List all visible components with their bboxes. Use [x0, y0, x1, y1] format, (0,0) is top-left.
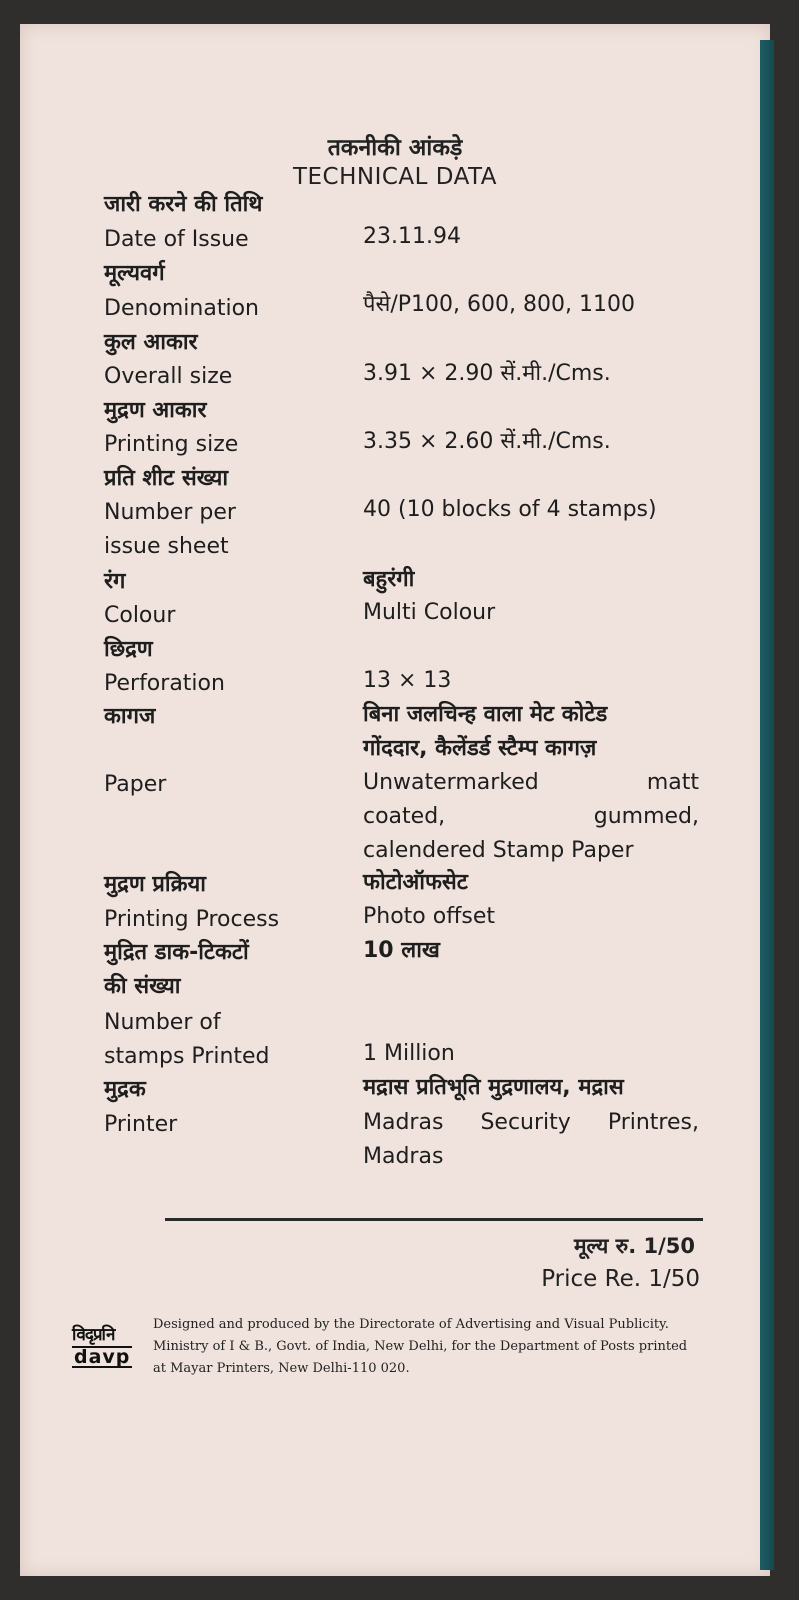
credits-line1: Designed and produced by the Directorate of Advertising and Visual Publicity.	[153, 1317, 669, 1332]
value-colour-hindi: बहुरंगी	[363, 567, 415, 592]
value-paper-hindi-line1: बिना जलचिन्ह वाला मेट कोटेड	[363, 702, 608, 727]
price-english: Price Re. 1/50	[541, 1266, 700, 1292]
value-printer-hindi: मद्रास प्रतिभूति मुद्रणालय, मद्रास	[363, 1075, 624, 1100]
value-colour: Multi Colour	[363, 600, 496, 625]
value-printer-word2: Security	[480, 1110, 571, 1135]
davp-logo	[72, 1322, 144, 1370]
value-stamps-printed-hindi: 10 लाख	[363, 938, 440, 963]
value-printing-size: 3.35 × 2.60 सें.मी./Cms.	[363, 429, 611, 454]
edge-strip	[760, 40, 774, 1570]
label-stamps-printed-hindi-line1: मुद्रित डाक-टिकटों	[104, 940, 249, 965]
value-denomination: पैसे/P100, 600, 800, 1100	[363, 292, 635, 317]
davp-logo-hindi: विदृप्रनि	[72, 1325, 115, 1345]
value-stamps-printed: 1 Million	[363, 1041, 455, 1066]
label-colour: Colour	[104, 603, 176, 628]
value-paper-line1	[363, 770, 699, 796]
label-denomination-hindi: मूल्यवर्ग	[104, 261, 165, 286]
value-paper-line1-left: Unwatermarked	[363, 770, 539, 795]
label-number-of: Number of	[104, 1010, 221, 1035]
value-printing-process: Photo offset	[363, 904, 495, 929]
technical-data-sheet	[20, 24, 770, 1576]
label-printer-hindi: मुद्रक	[104, 1077, 146, 1102]
value-printer-word3: Printres,	[607, 1110, 699, 1135]
label-date-of-issue: Date of Issue	[104, 227, 249, 252]
value-paper-line1-right: matt	[646, 770, 699, 795]
value-paper-line3: calendered Stamp Paper	[363, 838, 634, 863]
credits-line3: at Mayar Printers, New Delhi-110 020.	[153, 1361, 410, 1376]
value-paper-line2	[363, 804, 699, 830]
label-printing-process-hindi: मुद्रण प्रक्रिया	[104, 872, 206, 897]
label-number-per-sheet-hindi: प्रति शीट संख्या	[104, 466, 229, 491]
price-hindi: मूल्य रु. 1/50	[574, 1234, 695, 1258]
value-overall-size: 3.91 × 2.90 सें.मी./Cms.	[363, 361, 611, 386]
label-overall-size: Overall size	[104, 364, 233, 389]
label-issue-sheet: issue sheet	[104, 534, 229, 559]
label-denomination: Denomination	[104, 296, 259, 321]
heading-english: TECHNICAL DATA	[292, 164, 498, 190]
label-printing-size: Printing size	[104, 432, 239, 457]
divider-rule	[165, 1218, 703, 1221]
heading-hindi: तकनीकी आंकड़े	[327, 135, 463, 161]
label-perforation-hindi: छिद्रण	[104, 637, 153, 662]
label-printer: Printer	[104, 1112, 178, 1137]
value-paper-line2-left: coated,	[363, 804, 446, 829]
davp-logo-english: davp	[74, 1346, 131, 1368]
label-stamps-printed: stamps Printed	[104, 1044, 270, 1069]
value-perforation: 13 × 13	[363, 668, 452, 693]
value-printing-process-hindi: फोटोऑफसेट	[363, 870, 468, 895]
credits-line2: Ministry of I & B., Govt. of India, New Delhi, for the Department of Posts printed	[153, 1339, 688, 1354]
value-paper-hindi-line2: गोंददार, कैलेंडर्ड स्टैम्प कागज़	[363, 736, 597, 761]
value-printer-line1	[363, 1110, 699, 1136]
value-paper-line2-right: gummed,	[593, 804, 699, 829]
label-stamps-printed-hindi-line2: की संख्या	[104, 974, 181, 999]
value-printer-word1: Madras	[363, 1110, 444, 1135]
value-number-per-sheet: 40 (10 blocks of 4 stamps)	[363, 497, 657, 522]
value-date-of-issue: 23.11.94	[363, 224, 461, 249]
label-paper-hindi: कागज	[104, 704, 156, 729]
label-colour-hindi: रंग	[104, 569, 126, 594]
label-overall-size-hindi: कुल आकार	[104, 330, 198, 355]
value-printer-line2: Madras	[363, 1144, 444, 1169]
label-paper: Paper	[104, 772, 167, 797]
credits-block	[153, 1314, 713, 1380]
label-perforation: Perforation	[104, 671, 225, 696]
label-date-hindi: जारी करने की तिथि	[104, 192, 263, 217]
label-printing-process: Printing Process	[104, 907, 280, 932]
label-printing-size-hindi: मुद्रण आकार	[104, 398, 207, 423]
label-number-per: Number per	[104, 500, 236, 525]
